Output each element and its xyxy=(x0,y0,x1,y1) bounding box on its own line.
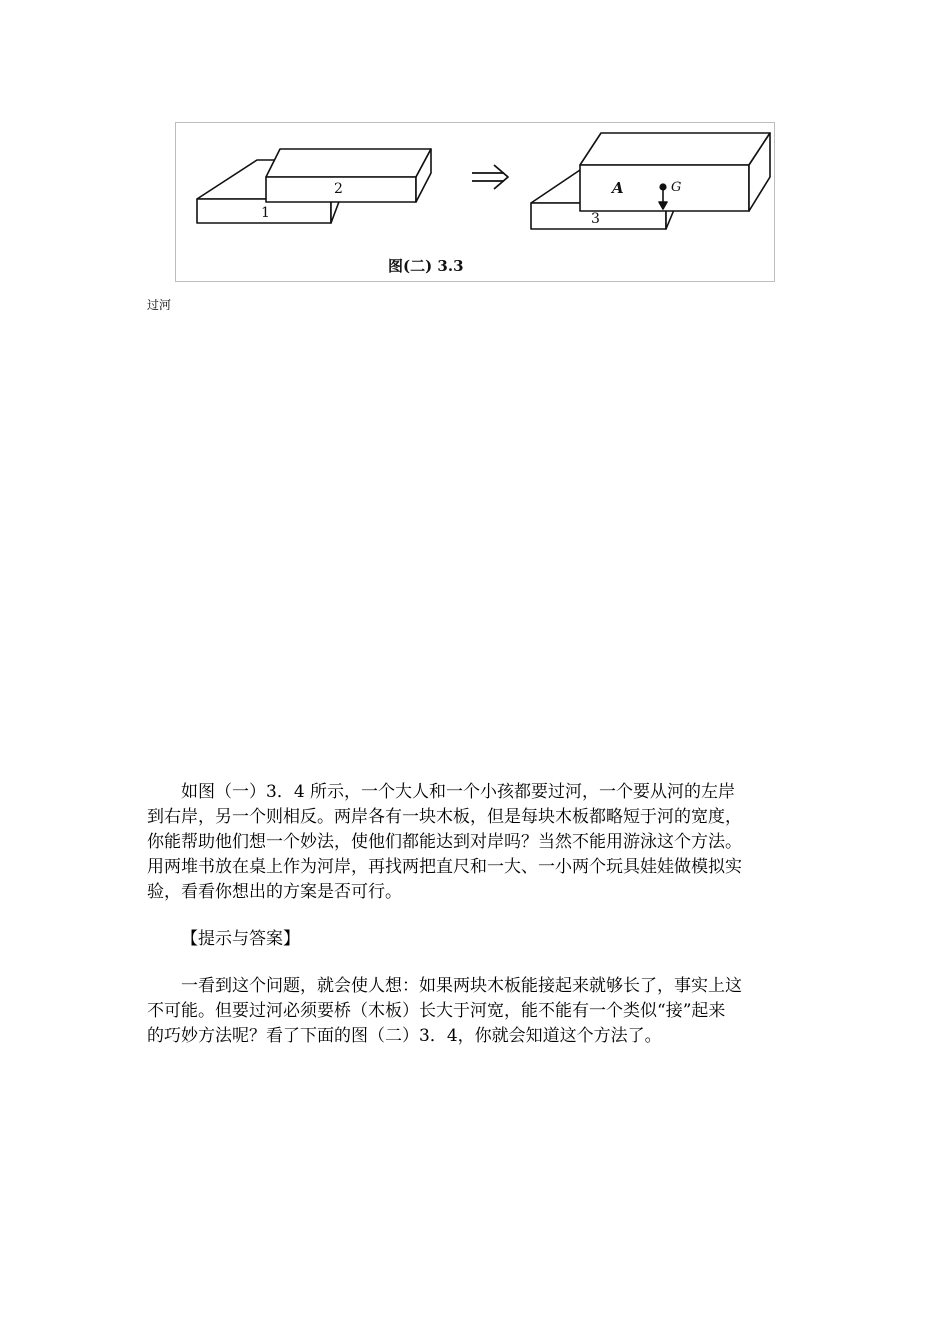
text-line: 你能帮助他们想一个妙法，使他们都能达到对岸吗？当然不能用游泳这个方法。 xyxy=(147,832,742,852)
boards-illustration xyxy=(176,123,776,283)
transition-arrow xyxy=(472,165,508,189)
label-board-3: 3 xyxy=(591,211,600,227)
text-line: 如图（一）3．4 所示，一个大人和一个小孩都要过河，一个要从河的左岸 xyxy=(181,782,736,802)
text-line: 到右岸，另一个则相反。两岸各有一块木板，但是每块木板都略短于河的宽度， xyxy=(147,807,742,827)
board-2-shape xyxy=(266,149,431,202)
figure-boards-diagram xyxy=(175,122,775,282)
problem-paragraph xyxy=(147,780,817,905)
text-line: 用两堆书放在桌上作为河岸，再找两把直尺和一大、一小两个玩具娃娃做模拟实 xyxy=(147,857,742,877)
label-board-A: A xyxy=(612,179,624,197)
text-line: 的巧妙方法呢？看了下面的图（二）3．4，你就会知道这个方法了。 xyxy=(147,1026,662,1046)
figure-caption: 图(二) 3.3 xyxy=(388,257,464,275)
answer-paragraph xyxy=(147,974,817,1049)
label-board-2: 2 xyxy=(334,181,343,197)
text-line: 不可能。但要过河必须要桥（木板）长大于河宽，能不能有一个类似“接”起来 xyxy=(147,1001,726,1021)
text-line: 验，看看你想出的方案是否可行。 xyxy=(147,882,402,902)
board-A-shape xyxy=(580,133,770,211)
figure-title: 过河 xyxy=(147,298,172,312)
label-G: G xyxy=(671,180,682,195)
text-line: 一看到这个问题，就会使人想：如果两块木板能接起来就够长了，事实上这 xyxy=(181,976,742,996)
label-board-1: 1 xyxy=(261,205,270,221)
text-line: 【提示与答案】 xyxy=(181,929,300,949)
hint-heading xyxy=(147,927,817,952)
